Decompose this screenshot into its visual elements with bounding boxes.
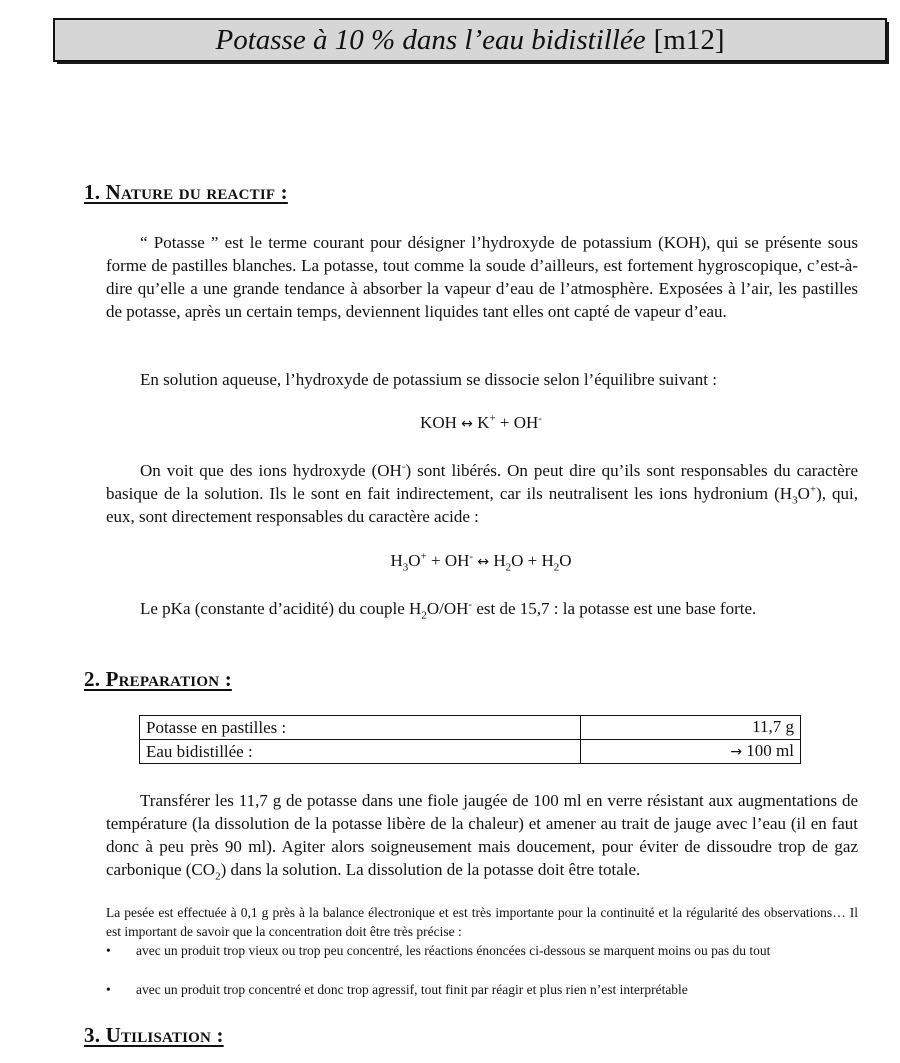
eq2-water-o-2: O <box>559 551 572 570</box>
section-3-heading: 3. Utilisation : <box>84 1023 224 1047</box>
table-row <box>140 740 801 764</box>
eq2-water-o-1: O <box>511 551 524 570</box>
eq2-water-sub-1: 2 <box>505 561 512 574</box>
eq2-plus: + <box>426 551 445 570</box>
table-cell-value <box>580 740 800 764</box>
p3-sub3: 3 <box>792 494 798 507</box>
eq2-o: O <box>408 551 421 570</box>
section-2-heading: 2. Preparation : <box>84 667 232 691</box>
eq2-arrow: ↔ <box>477 554 490 570</box>
eq1-k: K <box>477 413 490 432</box>
eq1-arrow: ↔ <box>461 416 473 432</box>
prep-part-a: Transférer les 11,7 g de potasse dans une fiole jaugée de 100 ml en verre résistant aux augmentations de température (la dissolution de la potasse libère de la chaleur) et amener au trait de jauge avec l’eau (il en faut donc à peu près 90 ml). Agiter alors soigneusement mais doucement, pour éviter de dissoudre trop de gaz carbonique (CO <box>106 791 858 879</box>
list-item-text: avec un produit trop vieux ou trop peu concentré, les réactions énoncées ci-dessous se marquent moins ou pas du tout <box>136 943 771 958</box>
eq1-oh-charge: - <box>538 412 542 425</box>
eq2-oh-charge: - <box>469 550 474 563</box>
table-cell-label: Potasse en pastilles : <box>140 716 581 740</box>
eq1-koh: KOH <box>420 413 457 432</box>
section-1-heading: 1. Nature du reactif : <box>84 180 288 204</box>
p4-part-c: est de 15,7 : la potasse est une base forte. <box>472 599 757 618</box>
equation-h3o <box>0 550 900 574</box>
table-cell-label: Eau bidistillée : <box>140 740 581 764</box>
arrow-icon: → <box>730 744 743 760</box>
prep-sub2: 2 <box>215 870 221 883</box>
p4-charge: - <box>468 598 473 611</box>
title-banner <box>53 18 889 64</box>
preparation-table <box>139 715 801 764</box>
eq2-water-h-2: H <box>541 551 554 570</box>
p3-oh-charge: - <box>401 460 406 473</box>
section-1-paragraph-2: En solution aqueuse, l’hydroxyde de potassium se dissocie selon l’équilibre suivant : <box>140 370 717 389</box>
section-1-paragraph-3 <box>106 459 858 528</box>
p4-sub2: 2 <box>421 609 427 622</box>
p3-h3o-charge: + <box>809 483 817 496</box>
eq1-k-charge: + <box>489 412 496 425</box>
p3-part-a: On voit que des ions hydroxyde (OH <box>140 461 402 480</box>
table-value: 11,7 g <box>752 717 794 736</box>
p3-part-d: ), qui, eux, sont directement responsables du caractère acide : <box>106 484 859 526</box>
prep-part-b: ) dans la solution. La dissolution de la potasse doit être totale. <box>220 860 641 879</box>
eq2-water-h-1: H <box>493 551 506 570</box>
section-2-paragraph-1 <box>106 789 858 881</box>
bullet-icon: • <box>106 982 111 997</box>
title-main: Potasse à 10 % dans l’eau bidistillée <box>215 23 646 56</box>
page-title <box>53 18 887 62</box>
section-1-paragraph-4 <box>106 597 858 620</box>
title-code: [m12] <box>653 23 725 56</box>
eq1-oh: OH <box>513 413 539 432</box>
list-item-text: avec un produit trop concentré et donc trop agressif, tout finit par réagir et plus rien n’est interprétable <box>136 982 688 997</box>
p3-part-b: ) sont libérés. On peut dire qu’ils sont responsables du caractère basique de la solution. Ils le sont en fait indirectement, car ils neutralisent les ions hydronium (H <box>106 461 858 503</box>
eq2-h3o-charge: + <box>420 550 427 563</box>
table-value: 100 ml <box>746 741 794 760</box>
eq2-h: H <box>390 551 403 570</box>
equation-koh <box>0 413 900 433</box>
p4-part-a: Le pKa (constante d’acidité) du couple H <box>140 599 422 618</box>
eq1-plus: + <box>495 413 514 432</box>
eq2-oh: OH <box>444 551 470 570</box>
bullet-icon: • <box>106 943 111 958</box>
eq2-sub3: 3 <box>402 561 409 574</box>
p4-part-b: O/OH <box>426 599 469 618</box>
section-1-paragraph-1: “ Potasse ” est le terme courant pour désigner l’hydroxyde de potassium (KOH), qui se présente sous forme de pastilles blanches. La potasse, tout comme la soude d’ailleurs, est fortement hygroscopique, c’est-à-dire qu’elle a une grande tendance à absorber la vapeur d’eau de l’atmosphère. Exposées à l’air, les pastilles de potasse, après un certain temps, deviennent liquides tant elles ont capté de vapeur d’eau. <box>106 233 858 321</box>
eq2-water-sub-2: 2 <box>553 561 560 574</box>
table-cell-value <box>580 716 800 740</box>
p3-part-c: O <box>797 484 810 503</box>
table-row <box>140 716 801 740</box>
note-paragraph: La pesée est effectuée à 0,1 g près à la balance électronique et est très importante pour la continuité et la régularité des observations… Il est important de savoir que la concentration doit être très précise : <box>106 905 858 939</box>
eq2-plus-2: + <box>523 551 542 570</box>
